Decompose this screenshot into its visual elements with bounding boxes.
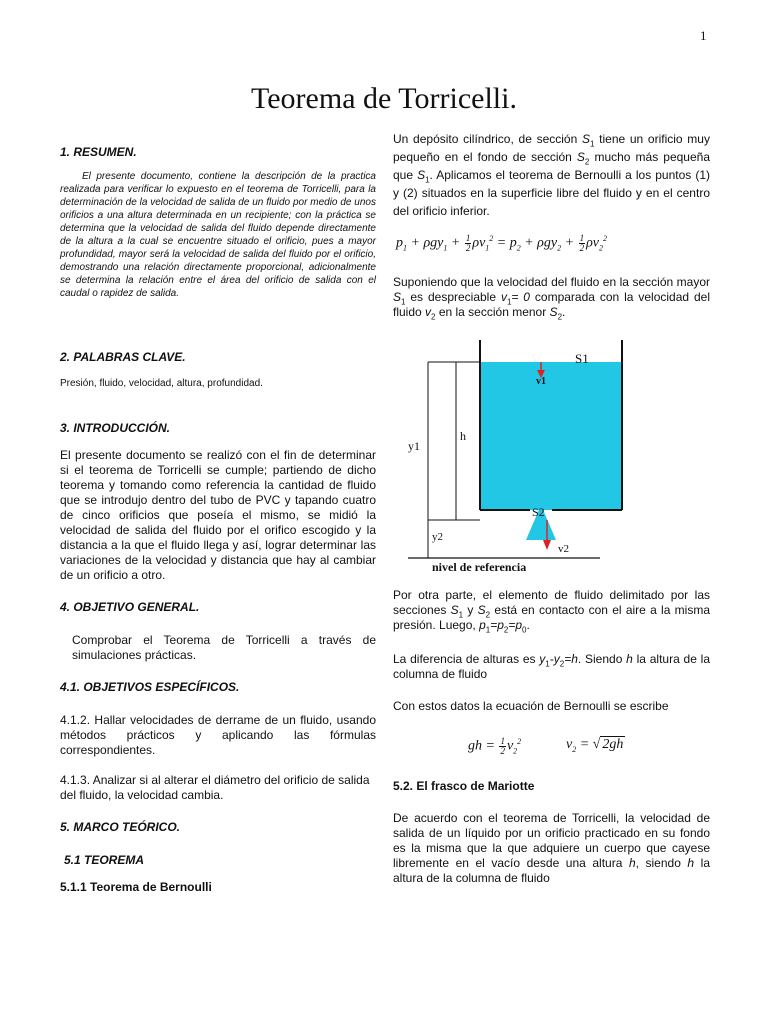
label-v2: v2: [558, 543, 569, 555]
label-v1: v1: [536, 376, 546, 387]
label-s2: S2: [532, 505, 545, 519]
abstract-paragraph: El presente documento, contiene la descripción de la practica realizada para verificar lo expuesto en el teorema de Torricelli, para la determinación de la velocidad de salida de un fluido por medio de unos orificios a una altura determinada en un recipiente; con la práctica se determina que la velocidad de salida del fluido depende directamente de la altura a la cual se encuentre situado el orificio, pues a mayor profundidad, mayor será la velocidad de salida del fluido por el orificio, demostrando una relación directamente proporcional, adicionalmente se determina la relación entre el área del orificio de salida con el caudal o rapidez de salida.: [60, 171, 376, 299]
equation-v2: $v_2$ = √ 2gh: [566, 737, 624, 754]
objetivo-413: 4.1.3. Analizar si al alterar el diámetro del orificio de salida del fluido, la velocidad cambia.: [60, 773, 370, 802]
bernoulli-equation: $p_1 + \rho gy_1$ + $\frac{1}{2}$ $\rho v_1^2 = p_2 + \rho gy_2$ + $\frac{1}{2}$ $\rho v_2^2$: [396, 233, 608, 253]
label-reference: nivel de referencia: [432, 560, 527, 574]
label-s1: S1: [575, 351, 589, 366]
label-h: h: [460, 429, 466, 443]
tank-diagram: [400, 340, 640, 585]
page-number: 1: [700, 28, 707, 43]
heading-teorema-bernoulli: 5.1.1 Teorema de Bernoulli: [60, 880, 212, 894]
paragraph-deposito: Un depósito cilíndrico, de sección $S_1$ tiene un orificio muy pequeño en el fondo de sección $S_2$ mucho más pequeña que $S_1$. Aplicamos el teorema de Bernoulli a los puntos (1) y (2) situados en la superficie libre del fluido y en el centro del orificio inferior.: [393, 132, 710, 218]
heading-marco-teorico: 5. MARCO TEÓRICO.: [60, 820, 181, 834]
heading-frasco-mariotte: 5.2. El frasco de Mariotte: [393, 779, 535, 793]
water-fill: [480, 362, 622, 510]
document-title: Teorema de Torricelli.: [251, 82, 517, 115]
objetivo-412: 4.1.2. Hallar velocidades de derrame de un fluido, usando métodos prácticos y aplicando las fórmulas correspondientes.: [60, 713, 376, 757]
heading-palabras-clave: 2. PALABRAS CLAVE.: [60, 350, 186, 364]
equation-gh: gh = $\frac{1}{2}$ $v_2^2$: [468, 736, 522, 756]
heading-objetivo-general: 4. OBJETIVO GENERAL.: [60, 600, 200, 614]
heading-teorema: 5.1 TEOREMA: [64, 853, 145, 867]
introduction-paragraph: El presente documento se realizó con el fin de determinar si el teorema de Torricelli se cumple; partiendo de dicho teorema y tomando como referencia la cantidad de fluido que se introdujo dentro del tubo de PVC y tapando cuatro de cinco orificios que poseía el mismo, se midió la velocidad de salida del fluido por el orifico escogido y la distancia a la que el fluido llega y así, lograr determinar las variaciones de la velocidad y distancia que hay al cambiar de un orificio a otro.: [60, 448, 376, 582]
heading-resumen: 1. RESUMEN.: [60, 145, 137, 159]
v2-arrowhead: [543, 540, 551, 550]
heading-objetivos-especificos: 4.1. OBJETIVOS ESPECÍFICOS.: [60, 680, 240, 694]
paragraph-diferencia-alturas: La diferencia de alturas es $y_1-y_2=h$. Siendo h la altura de la columna de fluido: [393, 652, 710, 681]
paragraph-con-estos-datos: Con estos datos la ecuación de Bernoulli se escribe: [393, 699, 669, 713]
keywords-text: Presión, fluido, velocidad, altura, profundidad.: [60, 378, 263, 389]
label-y1: y1: [408, 439, 420, 453]
paragraph-suponiendo: Suponiendo que la velocidad del fluido en la sección mayor $S_1$ es despreciable $v_1= 0$ comparada con la velocidad del fluido $v_2$ en la sección menor $S_2$.: [393, 275, 711, 322]
heading-introduccion: 3. INTRODUCCIÓN.: [60, 421, 171, 435]
paragraph-torricelli: De acuerdo con el teorema de Torricelli, la velocidad de salida de un líquido por un orificio practicado en su fondo es la misma que la que adquiere un cuerpo que cayese libremente en el vacío desde una altura h, siendo h la altura de la columna de fluido: [393, 811, 710, 885]
label-y2: y2: [432, 531, 443, 543]
objetivo-general-text: Comprobar el Teorema de Torricelli a través de simulaciones prácticas.: [72, 633, 376, 662]
paragraph-por-otra-parte: Por otra parte, el elemento de fluido delimitado por las secciones $S_1$ y $S_2$ está en contacto con el aire a la misma presión. Luego, $p_1=p_2=p_0$.: [393, 588, 710, 635]
